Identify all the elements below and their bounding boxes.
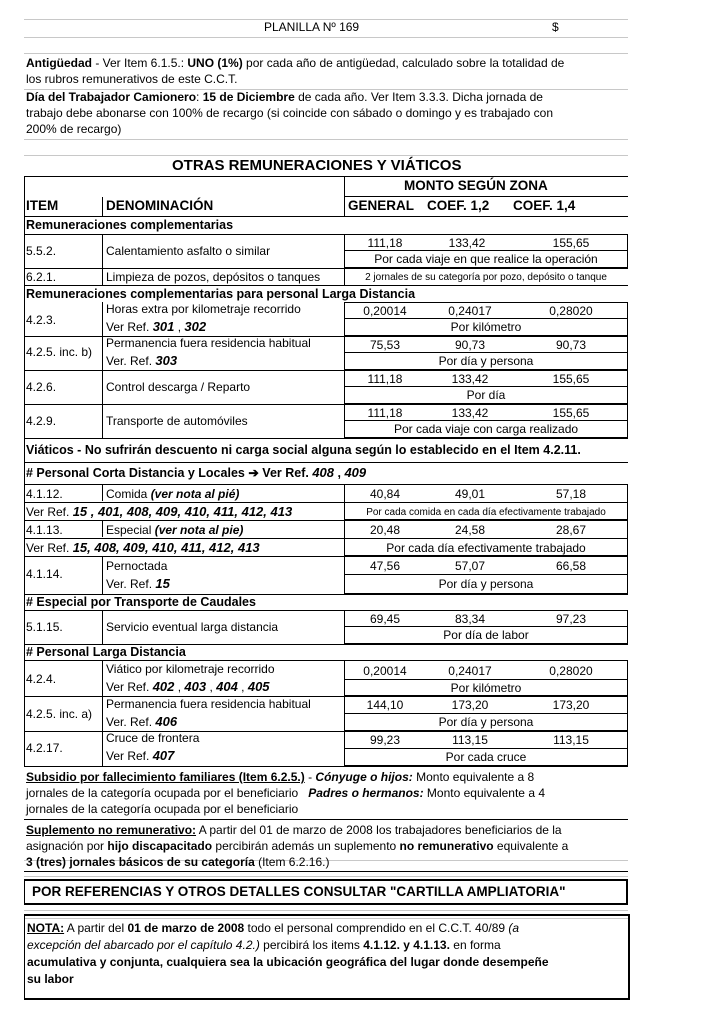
subsidio-paragraph: Subsidio por fallecimiento familiares (Item 6.2.5.) - Cónyuge o hijos: Monto equivalente a 8 jornales de la categoría ocupada por el beneficiario Padres o hermanos: Monto equivalente a 4 jornales de la categoría ocupada por el beneficiario xyxy=(26,770,545,816)
val-4-2-3-coef14: 0,28020 xyxy=(549,304,593,318)
col-item: ITEM xyxy=(26,198,59,213)
item-4-1-13: 4.1.13. xyxy=(26,523,63,537)
col-general: GENERAL xyxy=(348,198,415,213)
antiguedad-paragraph: Antigüedad - Ver Item 6.1.5.: UNO (1%) por cada año de antigüedad, calculado sobre la totalidad de los rubros remunerativos de este C.C.T. xyxy=(26,56,565,86)
val-5-5-2-coef14: 155,65 xyxy=(552,236,590,250)
nota-paragraph: NOTA: A partir del 01 de marzo de 2008 todo el personal comprendido en el C.C.T. 40/89 (a excepción del abarcado por el capítulo 4.2.) percibirá los items 4.1.12. y 4.1.13. en forma acumulativa y conjunta, cualquiera sea la ubicación geográfica del lugar donde desempeñe su labor xyxy=(27,921,549,986)
val-4-2-5-a-coef12: 173,20 xyxy=(451,698,489,712)
val-4-2-5-b-coef12: 90,73 xyxy=(454,338,486,352)
denom-4-2-5-b: Permanencia fuera residencia habitual xyxy=(106,336,311,350)
val-4-2-5-a-general: 144,10 xyxy=(366,698,404,712)
nota-label: NOTA: xyxy=(27,921,65,935)
denom-4-2-4: Viático por kilometraje recorrido xyxy=(106,662,275,676)
item-4-2-3: 4.2.3. xyxy=(26,313,57,327)
note-4-1-13: Por cada día efectivamente trabajado xyxy=(386,541,586,555)
note-4-2-4: Por kilómetro xyxy=(450,681,522,695)
denom-4-1-13: Especial (ver nota al pie) xyxy=(106,523,244,537)
item-4-2-17: 4.2.17. xyxy=(26,741,63,755)
val-5-1-15-general: 69,45 xyxy=(369,612,401,626)
note-4-1-14: Por día y persona xyxy=(438,577,534,591)
val-4-2-5-b-general: 75,53 xyxy=(369,338,401,352)
section-larga-distancia: Remuneraciones complementarias para personal Larga Distancia xyxy=(26,287,416,301)
ref-4-1-13: Ver Ref. 15, 408, 409, 410, 411, 412, 413 xyxy=(26,540,260,555)
item-4-1-12: 4.1.12. xyxy=(26,487,63,501)
item-4-2-6: 4.2.6. xyxy=(26,380,57,394)
note-6-2-1: 2 jornales de su categoría por pozo, depósito o tanque xyxy=(365,272,607,283)
ref-4-2-3: Ver Ref. 301 , 302 xyxy=(106,319,207,334)
arrow-right-icon: ➔ xyxy=(248,466,259,480)
note-4-2-6: Por día xyxy=(466,388,506,402)
suplemento-paragraph: Suplemento no remunerativo: A partir del 01 de marzo de 2008 los trabajadores beneficiarios de la asignación por hijo discapacitado percibirán además un suplemento no remunerativo equivalente a 3 (tres) jornales básicos de su categoría (Item 6.2.16.) xyxy=(26,823,569,869)
ref-4-2-5-b: Ver. Ref. 303 xyxy=(106,353,178,368)
referencias-text: POR REFERENCIAS Y OTROS DETALLES CONSULTAR "CARTILLA AMPLIATORIA" xyxy=(32,884,566,899)
val-4-1-14-coef14: 66,58 xyxy=(555,559,587,573)
item-4-2-5-a: 4.2.5. inc. a) xyxy=(26,707,93,721)
denom-4-2-5-a: Permanencia fuera residencia habitual xyxy=(106,697,311,711)
note-4-2-5-a: Por día y persona xyxy=(438,715,534,729)
item-6-2-1: 6.2.1. xyxy=(26,270,57,284)
val-4-2-6-coef12: 133,42 xyxy=(451,372,489,386)
section-transporte-caudales: # Especial por Transporte de Caudales xyxy=(26,595,256,609)
val-4-2-3-coef12: 0,24017 xyxy=(448,304,492,318)
val-4-1-13-coef12: 24,58 xyxy=(454,523,486,537)
planilla-number: PLANILLA Nº 169 xyxy=(264,20,360,34)
section-personal-larga-distancia: # Personal Larga Distancia xyxy=(26,645,186,659)
val-4-2-4-general: 0,20014 xyxy=(363,664,407,678)
denom-5-5-2: Calentamiento asfalto o similar xyxy=(106,244,271,258)
val-4-1-12-general: 40,84 xyxy=(369,487,401,501)
val-4-2-4-coef14: 0,28020 xyxy=(549,664,593,678)
denom-4-2-9: Transporte de automóviles xyxy=(106,414,248,428)
ref-4-1-14: Ver. Ref. 15 xyxy=(106,576,170,591)
note-5-5-2: Por cada viaje en que realice la operación xyxy=(374,252,598,266)
val-4-1-13-general: 20,48 xyxy=(369,523,401,537)
antiguedad-label: Antigüedad xyxy=(26,56,92,70)
item-5-1-15: 5.1.15. xyxy=(26,620,63,634)
col-denominacion: DENOMINACIÓN xyxy=(106,198,214,213)
val-5-5-2-general: 111,18 xyxy=(367,236,403,250)
subsidio-label: Subsidio por fallecimiento familiares (Item 6.2.5.) xyxy=(26,770,305,784)
denom-4-2-17: Cruce de frontera xyxy=(106,731,200,745)
val-4-2-9-coef14: 155,65 xyxy=(552,406,590,420)
val-4-2-17-coef12: 113,15 xyxy=(452,733,488,747)
note-4-2-5-b: Por día y persona xyxy=(438,354,534,368)
val-4-2-9-general: 111,18 xyxy=(367,406,403,420)
col-coef-12: COEF. 1,2 xyxy=(427,198,490,213)
col-coef-14: COEF. 1,4 xyxy=(513,198,576,213)
val-4-2-9-coef12: 133,42 xyxy=(451,406,489,420)
val-4-2-5-b-coef14: 90,73 xyxy=(555,338,587,352)
val-4-2-17-general: 99,23 xyxy=(369,733,401,747)
section-corta-distancia: # Personal Corta Distancia y Locales ➔ Ver Ref. 408 , 409 xyxy=(26,465,367,480)
denom-6-2-1: Limpieza de pozos, depósitos o tanques xyxy=(106,270,321,284)
item-4-2-9: 4.2.9. xyxy=(26,414,57,428)
note-4-2-17: Por cada cruce xyxy=(445,750,527,764)
dia-camionero-paragraph: Día del Trabajador Camionero: 15 de Diciembre de cada año. Ver Item 3.3.3. Dicha jornada de trabajo debe abonarse con 100% de recargo (si coincide con sábado o domingo y es trabajado con 200% de recargo) xyxy=(26,90,554,136)
currency-symbol: $ xyxy=(552,20,559,34)
val-5-5-2-coef12: 133,42 xyxy=(448,236,486,250)
val-4-1-13-coef14: 28,67 xyxy=(555,523,587,537)
note-4-2-9: Por cada viaje con carga realizado xyxy=(393,422,579,436)
item-4-1-14: 4.1.14. xyxy=(26,567,63,581)
denom-5-1-15: Servicio eventual larga distancia xyxy=(106,620,279,634)
note-4-1-12: Por cada comida en cada día efectivamente trabajado xyxy=(366,507,606,518)
val-5-1-15-coef12: 83,34 xyxy=(454,612,486,626)
val-4-2-3-general: 0,20014 xyxy=(363,304,407,318)
val-4-1-14-general: 47,56 xyxy=(369,559,401,573)
item-4-2-4: 4.2.4. xyxy=(26,672,57,686)
suplemento-label: Suplemento no remunerativo: xyxy=(26,823,197,837)
denom-4-2-3: Horas extra por kilometraje recorrido xyxy=(106,302,301,316)
val-4-1-12-coef14: 57,18 xyxy=(555,487,587,501)
viaticos-note: Viáticos - No sufrirán descuento ni carga social alguna según lo establecido en el Item 4.2.11. xyxy=(26,443,581,457)
note-4-2-3: Por kilómetro xyxy=(450,320,522,334)
item-5-5-2: 5.5.2. xyxy=(26,244,57,258)
val-4-2-17-coef14: 113,15 xyxy=(553,733,589,747)
val-4-2-6-general: 111,18 xyxy=(367,372,403,386)
val-4-2-4-coef12: 0,24017 xyxy=(448,664,492,678)
val-4-1-12-coef12: 49,01 xyxy=(454,487,486,501)
val-4-2-5-a-coef14: 173,20 xyxy=(552,698,590,712)
denom-4-2-6: Control descarga / Reparto xyxy=(106,380,251,394)
val-4-2-6-coef14: 155,65 xyxy=(552,372,590,386)
ref-4-2-17: Ver Ref. 407 xyxy=(106,748,175,763)
ref-4-2-4: Ver Ref. 402 , 403 , 404 , 405 xyxy=(106,679,270,694)
denom-4-1-12: Comida (ver nota al pié) xyxy=(106,487,240,501)
val-5-1-15-coef14: 97,23 xyxy=(555,612,587,626)
ref-4-2-5-a: Ver. Ref. 406 xyxy=(106,714,178,729)
denom-4-1-14: Pernoctada xyxy=(106,559,168,573)
note-5-1-15: Por día de labor xyxy=(443,628,529,642)
ref-4-1-12: Ver Ref. 15 , 401, 408, 409, 410, 411, 412, 413 xyxy=(26,504,293,519)
item-4-2-5-b: 4.2.5. inc. b) xyxy=(26,345,93,359)
section-remuneraciones-complementarias: Remuneraciones complementarias xyxy=(26,218,234,232)
dia-camionero-label: Día del Trabajador Camionero xyxy=(26,90,197,104)
monto-header: MONTO SEGÚN ZONA xyxy=(404,178,548,193)
table-title: OTRAS REMUNERACIONES Y VIÁTICOS xyxy=(172,157,462,174)
val-4-1-14-coef12: 57,07 xyxy=(454,559,486,573)
